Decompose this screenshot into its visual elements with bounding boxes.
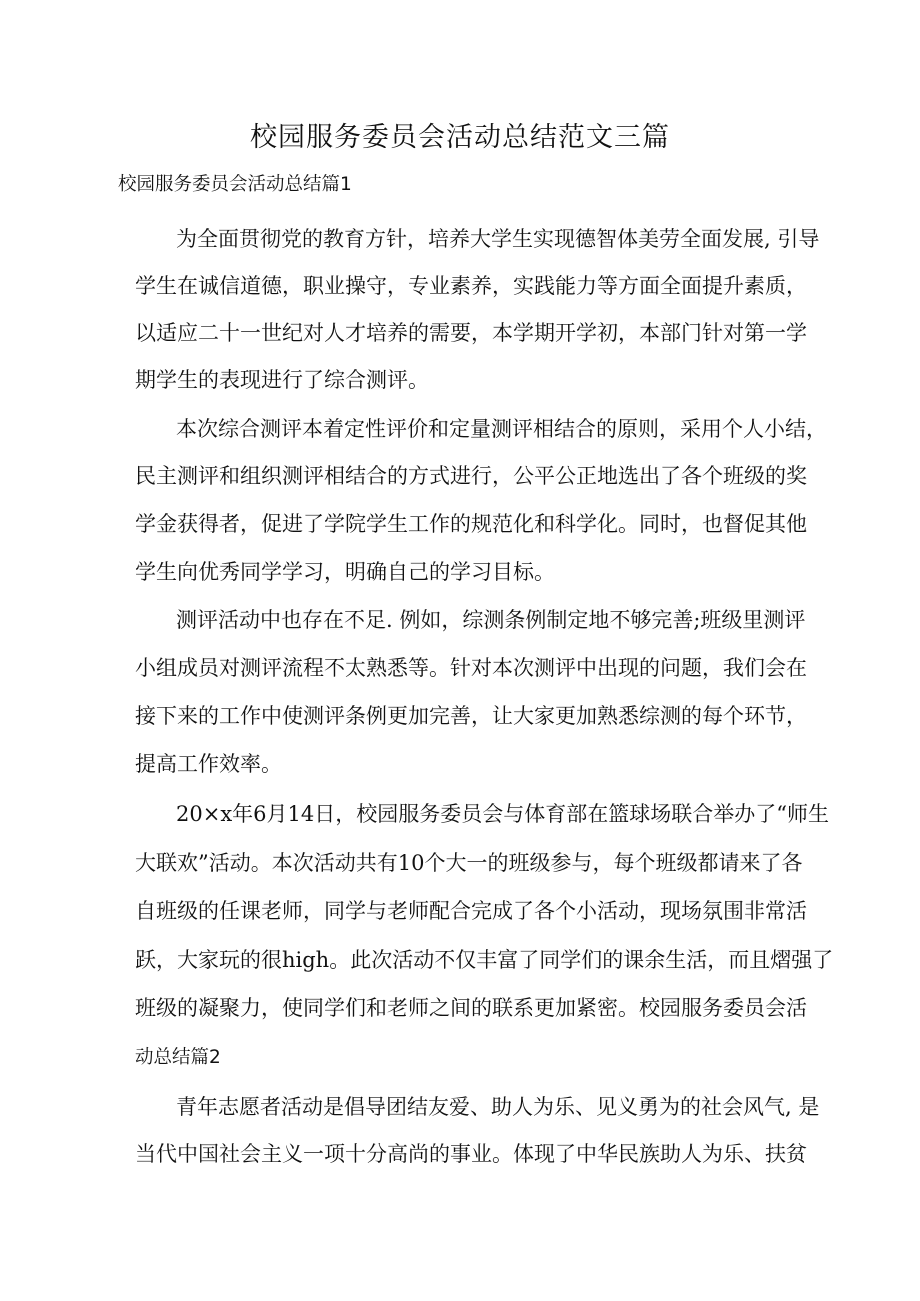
paragraph-line: 学生在诚信道德，职业操守，专业素养，实践能力等方面全面提升素质， xyxy=(135,274,807,298)
paragraph-line: 本次综合测评本着定性评价和定量测评相结合的原则，采用个人小结， xyxy=(176,417,827,441)
paragraph-line: 接下来的工作中使测评条例更加完善，让大家更加熟悉综测的每个环节， xyxy=(135,704,807,728)
paragraph-line: 提高工作效率。 xyxy=(135,752,282,776)
paragraph-line: 跃，大家玩的很high。此次活动不仅丰富了同学们的课余生活，而且熠强了 xyxy=(135,948,834,972)
section-heading: 校园服务委员会活动总结篇1 xyxy=(118,174,352,195)
paragraph-line: 大联欢”活动。本次活动共有10个大一的班级参与，每个班级都请来了各 xyxy=(135,851,803,875)
paragraph-line: 小组成员对测评流程不太熟悉等。针对本次测评中出现的问题，我们会在 xyxy=(135,656,807,680)
document-title: 校园服务委员会活动总结范文三篇 xyxy=(250,122,670,153)
paragraph-line: 学金获得者，促进了学院学生工作的规范化和科学化。同时，也督促其他 xyxy=(135,512,807,536)
paragraph-line: 青年志愿者活动是倡导团结友爱、助人为乐、见义勇为的社会风气, 是 xyxy=(176,1095,820,1119)
paragraph-line: 学生向优秀同学学习，明确自己的学习目标。 xyxy=(135,560,555,584)
paragraph-line: 动总结篇2 xyxy=(135,1047,221,1068)
paragraph-line: 自班级的任课老师，同学与老师配合完成了各个小活动，现场氛围非常活 xyxy=(135,899,807,923)
paragraph-line: 当代中国社会主义一项十分高尚的事业。体现了中华民族助人为乐、扶贫 xyxy=(135,1142,807,1166)
paragraph-line: 20×x年6月14日，校园服务委员会与体育部在篮球场联合举办了“师生 xyxy=(176,802,829,826)
paragraph-line: 以适应二十一世纪对人才培养的需要，本学期开学初，本部门针对第一学 xyxy=(135,321,807,345)
paragraph-line: 班级的凝聚力，使同学们和老师之间的联系更加紧密。校园服务委员会活 xyxy=(135,996,807,1020)
paragraph-line: 民主测评和组织测评相结合的方式进行，公平公正地选出了各个班级的奖 xyxy=(135,464,807,488)
paragraph-line: 期学生的表现进行了综合测评。 xyxy=(135,368,429,392)
paragraph-line: 测评活动中也存在不足. 例如，综测条例制定地不够完善;班级里测评 xyxy=(176,608,806,632)
paragraph-line: 为全面贯彻党的教育方针，培养大学生实现德智体美劳全面发展, 引导 xyxy=(176,227,820,251)
